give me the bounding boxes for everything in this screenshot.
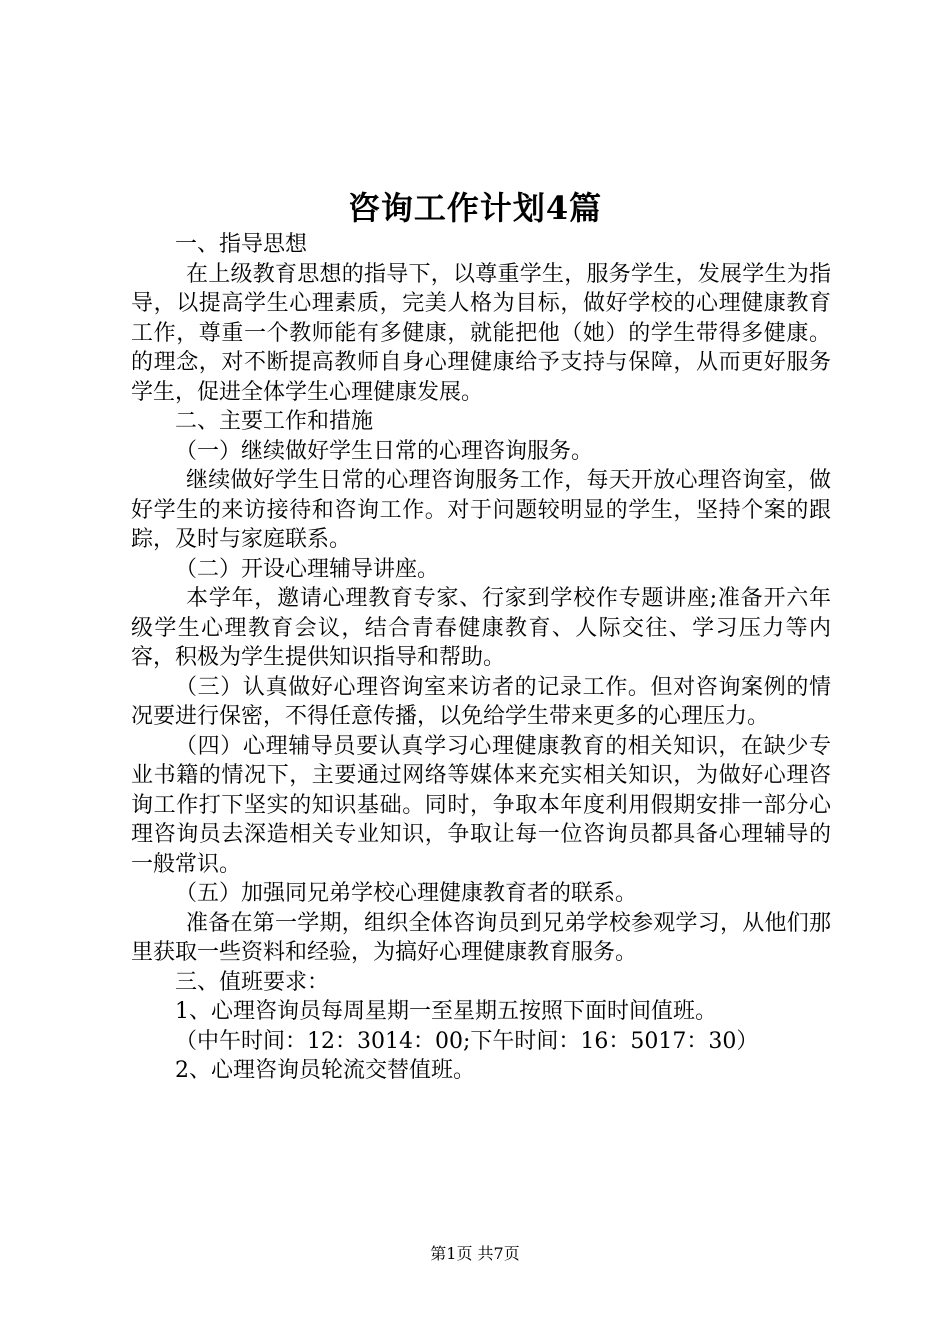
- paragraph-duty-times: （中午时间：12：3014：00;下午时间：16：5017：30）: [175, 1028, 759, 1054]
- subheading-item-5: （五）加强同兄弟学校心理健康教育者的联系。: [175, 881, 638, 906]
- paragraph-item-2: 本学年，邀请心理教育专家、行家到学校作专题讲座;准备开六年级学生心理教育会议，结合青春健康教育、人际交往、学习压力等内容，积极为学生提供知识指导和帮助。: [131, 586, 831, 670]
- subheading-item-1: （一）继续做好学生日常的心理咨询服务。: [175, 438, 594, 464]
- section-heading-guiding-thought: 一、指导思想: [175, 232, 308, 257]
- document-title: 咨询工作计划4篇: [347, 189, 603, 227]
- paragraph-guiding-thought: 在上级教育思想的指导下，以尊重学生，服务学生，发展学生为指导，以提高学生心理素质，完美人格为目标，做好学校的心理健康教育工作，尊重一个教师能有多健康，就能把他（她）的学生带得多健康。的理念，对不断提高教师自身心理健康给予支持与保障，从而更好服务学生，促进全体学生心理健康发展。: [131, 261, 831, 405]
- paragraph-duty-2: 2、心理咨询员轮流交替值班。: [175, 1058, 475, 1083]
- paragraph-item-1: 继续做好学生日常的心理咨询服务工作，每天开放心理咨询室，做好学生的来访接待和咨询工作。对于问题较明显的学生，坚持个案的跟踪，及时与家庭联系。: [131, 468, 831, 552]
- subheading-item-2: （二）开设心理辅导讲座。: [175, 556, 440, 582]
- paragraph-item-3: （三）认真做好心理咨询室来访者的记录工作。但对咨询案例的情况要进行保密，不得任意传播，以免给学生带来更多的心理压力。: [131, 674, 831, 729]
- paragraph-item-4: （四）心理辅导员要认真学习心理健康教育的相关知识，在缺少专业书籍的情况下，主要通过网络等媒体来充实相关知识，为做好心理咨询工作打下坚实的知识基础。同时，争取本年度利用假期安排一部分心理咨询员去深造相关专业知识，争取让每一位咨询员都具备心理辅导的一般常识。: [131, 733, 831, 877]
- paragraph-item-5: 准备在第一学期，组织全体咨询员到兄弟学校参观学习，从他们那里获取一些资料和经验，为搞好心理健康教育服务。: [131, 910, 831, 965]
- page-number-footer: 第1页 共7页: [430, 1244, 520, 1263]
- paragraph-duty-1: 1、心理咨询员每周星期一至星期五按照下面时间值班。: [175, 999, 717, 1024]
- document-body: [131, 230, 831, 1086]
- section-heading-main-work: 二、主要工作和措施: [175, 409, 374, 434]
- section-heading-duty: 三、值班要求：: [175, 969, 330, 995]
